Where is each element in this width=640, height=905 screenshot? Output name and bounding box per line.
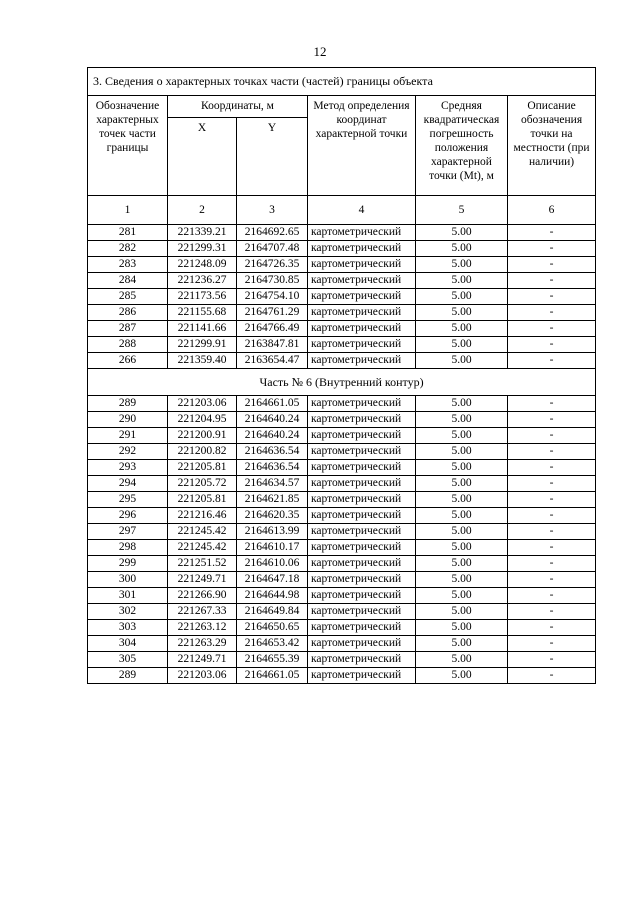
table-row (88, 412, 596, 428)
column-number: 3 (237, 196, 308, 225)
description-cell: - (508, 353, 596, 369)
y-coordinate-cell: 2164661.05 (237, 396, 308, 412)
x-coordinate-cell: 221173.56 (168, 289, 237, 305)
description-cell: - (508, 460, 596, 476)
method-cell: картометрический (308, 321, 416, 337)
method-cell: картометрический (308, 337, 416, 353)
method-cell: картометрический (308, 604, 416, 620)
accuracy-cell: 5.00 (416, 444, 508, 460)
table-row (88, 396, 596, 412)
description-cell: - (508, 524, 596, 540)
y-coordinate-cell: 2164640.24 (237, 412, 308, 428)
x-coordinate-cell: 221263.12 (168, 620, 237, 636)
x-coordinate-cell: 221245.42 (168, 524, 237, 540)
table-row (88, 353, 596, 369)
x-coordinate-cell: 221263.29 (168, 636, 237, 652)
table-title: 3. Сведения о характерных точках части (частей) границы объекта (88, 68, 596, 96)
y-coordinate-cell: 2164613.99 (237, 524, 308, 540)
table-row (88, 668, 596, 684)
point-number-cell: 304 (88, 636, 168, 652)
method-cell: картометрический (308, 241, 416, 257)
table-row (88, 337, 596, 353)
method-cell: картометрический (308, 540, 416, 556)
x-coordinate-cell: 221236.27 (168, 273, 237, 289)
point-number-cell: 290 (88, 412, 168, 428)
y-coordinate-cell: 2164766.49 (237, 321, 308, 337)
accuracy-cell: 5.00 (416, 556, 508, 572)
method-cell: картометрический (308, 508, 416, 524)
accuracy-cell: 5.00 (416, 305, 508, 321)
y-coordinate-cell: 2164610.06 (237, 556, 308, 572)
method-cell: картометрический (308, 460, 416, 476)
point-number-cell: 294 (88, 476, 168, 492)
method-cell: картометрический (308, 620, 416, 636)
point-number-cell: 293 (88, 460, 168, 476)
table-row (88, 508, 596, 524)
table-row (88, 492, 596, 508)
accuracy-cell: 5.00 (416, 476, 508, 492)
x-coordinate-cell: 221359.40 (168, 353, 237, 369)
description-cell: - (508, 225, 596, 241)
table-row (88, 476, 596, 492)
y-coordinate-cell: 2164707.48 (237, 241, 308, 257)
description-cell: - (508, 412, 596, 428)
y-coordinate-cell: 2164649.84 (237, 604, 308, 620)
accuracy-cell: 5.00 (416, 668, 508, 684)
point-number-cell: 281 (88, 225, 168, 241)
description-cell: - (508, 604, 596, 620)
accuracy-cell: 5.00 (416, 321, 508, 337)
section-row (88, 369, 596, 396)
y-coordinate-cell: 2163654.47 (237, 353, 308, 369)
method-cell: картометрический (308, 257, 416, 273)
point-number-cell: 302 (88, 604, 168, 620)
column-number: 4 (308, 196, 416, 225)
description-cell: - (508, 321, 596, 337)
accuracy-cell: 5.00 (416, 620, 508, 636)
method-cell: картометрический (308, 353, 416, 369)
point-number-cell: 288 (88, 337, 168, 353)
point-number-cell: 300 (88, 572, 168, 588)
point-number-cell: 299 (88, 556, 168, 572)
method-cell: картометрический (308, 476, 416, 492)
table-row (88, 428, 596, 444)
header-coordinates: Координаты, м (168, 96, 308, 118)
point-number-cell: 303 (88, 620, 168, 636)
description-cell: - (508, 668, 596, 684)
method-cell: картометрический (308, 305, 416, 321)
point-number-cell: 284 (88, 273, 168, 289)
accuracy-cell: 5.00 (416, 604, 508, 620)
x-coordinate-cell: 221339.21 (168, 225, 237, 241)
header-point-name: Обозначение характерных точек части границы (88, 96, 168, 196)
header-x: X (168, 118, 237, 196)
header-description: Описание обозначения точки на местности (при наличии) (508, 96, 596, 196)
section-title: Часть № 6 (Внутренний контур) (88, 369, 596, 396)
table-row (88, 636, 596, 652)
y-coordinate-cell: 2164620.35 (237, 508, 308, 524)
method-cell: картометрический (308, 289, 416, 305)
point-number-cell: 289 (88, 396, 168, 412)
accuracy-cell: 5.00 (416, 572, 508, 588)
x-coordinate-cell: 221267.33 (168, 604, 237, 620)
y-coordinate-cell: 2164726.35 (237, 257, 308, 273)
method-cell: картометрический (308, 588, 416, 604)
column-number: 6 (508, 196, 596, 225)
x-coordinate-cell: 221203.06 (168, 396, 237, 412)
table-row (88, 604, 596, 620)
method-cell: картометрический (308, 396, 416, 412)
point-number-cell: 305 (88, 652, 168, 668)
point-number-cell: 297 (88, 524, 168, 540)
method-cell: картометрический (308, 556, 416, 572)
table-row (88, 225, 596, 241)
x-coordinate-cell: 221205.81 (168, 492, 237, 508)
description-cell: - (508, 636, 596, 652)
table-row (88, 620, 596, 636)
x-coordinate-cell: 221251.52 (168, 556, 237, 572)
method-cell: картометрический (308, 572, 416, 588)
method-cell: картометрический (308, 225, 416, 241)
y-coordinate-cell: 2164655.39 (237, 652, 308, 668)
column-number: 1 (88, 196, 168, 225)
method-cell: картометрический (308, 636, 416, 652)
point-number-cell: 285 (88, 289, 168, 305)
description-cell: - (508, 257, 596, 273)
y-coordinate-cell: 2164754.10 (237, 289, 308, 305)
table-row (88, 556, 596, 572)
description-cell: - (508, 305, 596, 321)
point-number-cell: 291 (88, 428, 168, 444)
table-row (88, 305, 596, 321)
point-number-cell: 295 (88, 492, 168, 508)
accuracy-cell: 5.00 (416, 508, 508, 524)
description-cell: - (508, 556, 596, 572)
method-cell: картометрический (308, 428, 416, 444)
x-coordinate-cell: 221245.42 (168, 540, 237, 556)
point-number-cell: 296 (88, 508, 168, 524)
y-coordinate-cell: 2163847.81 (237, 337, 308, 353)
x-coordinate-cell: 221249.71 (168, 572, 237, 588)
x-coordinate-cell: 221204.95 (168, 412, 237, 428)
table-row (88, 257, 596, 273)
description-cell: - (508, 508, 596, 524)
page-number: 12 (313, 44, 327, 59)
description-cell: - (508, 241, 596, 257)
y-coordinate-cell: 2164634.57 (237, 476, 308, 492)
x-coordinate-cell: 221141.66 (168, 321, 237, 337)
accuracy-cell: 5.00 (416, 396, 508, 412)
method-cell: картометрический (308, 444, 416, 460)
point-number-cell: 287 (88, 321, 168, 337)
table-row (88, 588, 596, 604)
table-row (88, 273, 596, 289)
x-coordinate-cell: 221200.82 (168, 444, 237, 460)
description-cell: - (508, 620, 596, 636)
y-coordinate-cell: 2164692.65 (237, 225, 308, 241)
accuracy-cell: 5.00 (416, 273, 508, 289)
table-row (88, 524, 596, 540)
y-coordinate-cell: 2164636.54 (237, 460, 308, 476)
description-cell: - (508, 289, 596, 305)
table-row (88, 572, 596, 588)
description-cell: - (508, 540, 596, 556)
method-cell: картометрический (308, 524, 416, 540)
description-cell: - (508, 572, 596, 588)
description-cell: - (508, 444, 596, 460)
x-coordinate-cell: 221155.68 (168, 305, 237, 321)
description-cell: - (508, 492, 596, 508)
x-coordinate-cell: 221299.31 (168, 241, 237, 257)
x-coordinate-cell: 221299.91 (168, 337, 237, 353)
y-coordinate-cell: 2164653.42 (237, 636, 308, 652)
point-number-cell: 282 (88, 241, 168, 257)
point-number-cell: 301 (88, 588, 168, 604)
description-cell: - (508, 652, 596, 668)
accuracy-cell: 5.00 (416, 636, 508, 652)
x-coordinate-cell: 221216.46 (168, 508, 237, 524)
y-coordinate-cell: 2164647.18 (237, 572, 308, 588)
header-accuracy: Средняя квадратическая погрешность положения характерной точки (Mt), м (416, 96, 508, 196)
accuracy-cell: 5.00 (416, 492, 508, 508)
y-coordinate-cell: 2164644.98 (237, 588, 308, 604)
header-y: Y (237, 118, 308, 196)
method-cell: картометрический (308, 273, 416, 289)
description-cell: - (508, 273, 596, 289)
y-coordinate-cell: 2164650.65 (237, 620, 308, 636)
x-coordinate-cell: 221205.81 (168, 460, 237, 476)
table-row (88, 289, 596, 305)
description-cell: - (508, 337, 596, 353)
y-coordinate-cell: 2164640.24 (237, 428, 308, 444)
y-coordinate-cell: 2164621.85 (237, 492, 308, 508)
column-number: 5 (416, 196, 508, 225)
table-row (88, 321, 596, 337)
accuracy-cell: 5.00 (416, 337, 508, 353)
x-coordinate-cell: 221203.06 (168, 668, 237, 684)
accuracy-cell: 5.00 (416, 524, 508, 540)
table-row (88, 241, 596, 257)
y-coordinate-cell: 2164730.85 (237, 273, 308, 289)
point-number-cell: 266 (88, 353, 168, 369)
method-cell: картометрический (308, 652, 416, 668)
header-method: Метод определения координат характерной точки (308, 96, 416, 196)
accuracy-cell: 5.00 (416, 289, 508, 305)
point-number-cell: 298 (88, 540, 168, 556)
column-number-row (88, 196, 596, 225)
accuracy-cell: 5.00 (416, 460, 508, 476)
accuracy-cell: 5.00 (416, 225, 508, 241)
accuracy-cell: 5.00 (416, 588, 508, 604)
x-coordinate-cell: 221200.91 (168, 428, 237, 444)
boundary-points-table (87, 67, 596, 684)
table-row (88, 444, 596, 460)
method-cell: картометрический (308, 492, 416, 508)
description-cell: - (508, 476, 596, 492)
method-cell: картометрический (308, 668, 416, 684)
accuracy-cell: 5.00 (416, 353, 508, 369)
accuracy-cell: 5.00 (416, 540, 508, 556)
description-cell: - (508, 396, 596, 412)
point-number-cell: 292 (88, 444, 168, 460)
point-number-cell: 289 (88, 668, 168, 684)
table-row (88, 652, 596, 668)
y-coordinate-cell: 2164661.05 (237, 668, 308, 684)
table-row (88, 540, 596, 556)
y-coordinate-cell: 2164610.17 (237, 540, 308, 556)
accuracy-cell: 5.00 (416, 241, 508, 257)
table-row (88, 460, 596, 476)
x-coordinate-cell: 221248.09 (168, 257, 237, 273)
x-coordinate-cell: 221249.71 (168, 652, 237, 668)
method-cell: картометрический (308, 412, 416, 428)
y-coordinate-cell: 2164636.54 (237, 444, 308, 460)
description-cell: - (508, 428, 596, 444)
accuracy-cell: 5.00 (416, 428, 508, 444)
accuracy-cell: 5.00 (416, 412, 508, 428)
y-coordinate-cell: 2164761.29 (237, 305, 308, 321)
x-coordinate-cell: 221266.90 (168, 588, 237, 604)
x-coordinate-cell: 221205.72 (168, 476, 237, 492)
point-number-cell: 286 (88, 305, 168, 321)
description-cell: - (508, 588, 596, 604)
column-number: 2 (168, 196, 237, 225)
point-number-cell: 283 (88, 257, 168, 273)
accuracy-cell: 5.00 (416, 257, 508, 273)
accuracy-cell: 5.00 (416, 652, 508, 668)
